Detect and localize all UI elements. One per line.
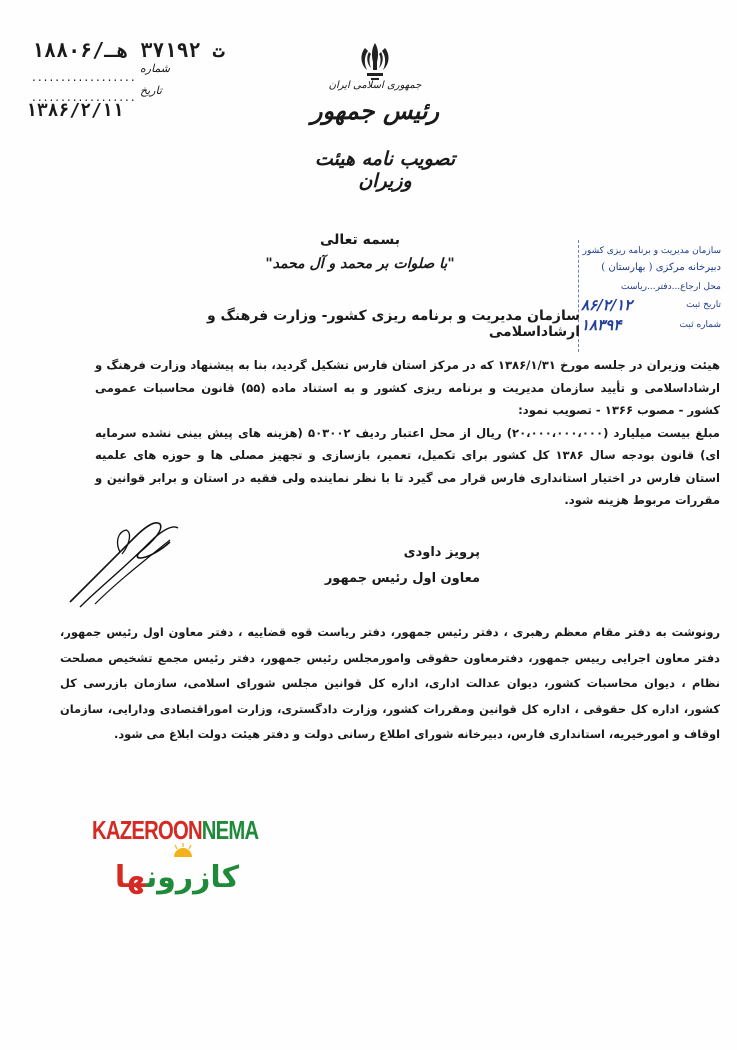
number-label: شماره [140,62,171,75]
cabinet-decree-heading: تصویب نامه هیئت وزیران [314,148,456,192]
reference-number: ۱۸۸۰۶/ت ۳۷۱۹۲ هـ [32,38,225,62]
basmala: بسمه تعالی [319,232,401,248]
iran-emblem-icon [355,40,395,84]
stamp-reg-no-label: شماره ثبت [679,320,721,330]
president-heading: رئیس جمهور [310,96,440,125]
stamp-office: دبیرخانه مرکزی ( بهارستان ) [601,262,721,273]
letter-subject: سازمان مدیریت و برنامه ریزی کشور- وزارت فرهنگ و ارشاداسلامی [206,308,580,340]
body-paragraph: مبلغ بیست میلیارد (۲۰،۰۰۰،۰۰۰،۰۰۰) ریال از محل اعتبار ردیف ۵۰۳۰۰۲ (هزینه های پیش بینی نشده سرمایه ای) قانون بودجه سال ۱۳۸۶ کل کشور برای تکمیل، تعمیر، بازسازی و تجهیز مصلی ها و حوزه های علمیه استان فارس در اختیار استانداری فارس قرار می گیرد تا با نظر نماینده ولی فقیه در استان و برابر قوانین و مقررات مربوط هزینه شود. [95,425,720,507]
stamp-reg-date: ۸۶/۲/۱۲ [581,296,633,314]
number-dots: .................. [32,70,137,84]
signature-icon [60,512,190,612]
body-paragraph: هیئت وزیران در جلسه مورخ ۱۳۸۶/۱/۳۱ که در مرکز استان فارس تشکیل گردید، بنا به پیشنهاد وزارت فرهنگ و ارشاداسلامی و تأیید سازمان مدیریت و برنامه ریزی کشور و به استناد ماده (۵۵) قانون محاسبات عمومی کشور - مصوب ۱۳۶۶ - تصویب نمود: [95,358,720,417]
date-dots: .................. [32,90,137,104]
reference-date: ۱۳۸۶/۲/۱۱ [26,100,124,121]
logo-persian-text: کازرونها [114,860,240,895]
kazeroonnema-logo [92,815,272,899]
sun-icon [172,843,194,857]
signer-block [250,540,480,592]
signer-name: پرویز داودی [403,545,480,560]
letter-body [95,354,720,512]
cc-paragraph: رونوشت به دفتر مقام معظم رهبری ، دفتر رئیس جمهور، دفتر ریاست قوه قضاییه ، دفتر معاون اول رئیس جمهور، دفتر معاون اجرایی رییس جمهور، دفترمعاون حقوقی وامورمجلس رئیس جمهور، دفتر رئیس مجمع تشخیص مصلحت نظام ، دیوان محاسبات کشور، دیوان عدالت اداری، اداره کل قوانین مجلس شورای اسلامی، سازمان بازرسی کل کشور، اداره کل حقوقی ، اداره کل قوانین ومقررات کشور، وزارت دادگستری، وزارت اموراقتصادی ودارایی، سازمان اوقاف و امورخیریه، استانداری فارس، دبیرخانه شورای اطلاع رسانی دولت و دفتر هیئت دولت ابلاغ می شود. [60,625,720,741]
logo-latin-text: KAZEROONNEMA [92,815,259,845]
salavat: "با صلوات بر محمد و آل محمد" [265,256,455,272]
date-label: تاریخ [140,84,162,97]
republic-heading: جمهوری اسلامی ایران [328,80,422,91]
carbon-copy-list [60,620,720,748]
stamp-org: سازمان مدیریت و برنامه ریزی کشور [582,246,721,256]
stamp-referral: محل ارجاع...دفتر...ریاست [621,282,721,292]
stamp-reg-no: ۱۸۳۹۴ [581,316,622,334]
signer-title: معاون اول رئیس جمهور [324,571,480,586]
reference-block [22,34,242,134]
stamp-reg-date-label: تاریخ ثبت [686,300,721,310]
registration-stamp [578,240,729,352]
